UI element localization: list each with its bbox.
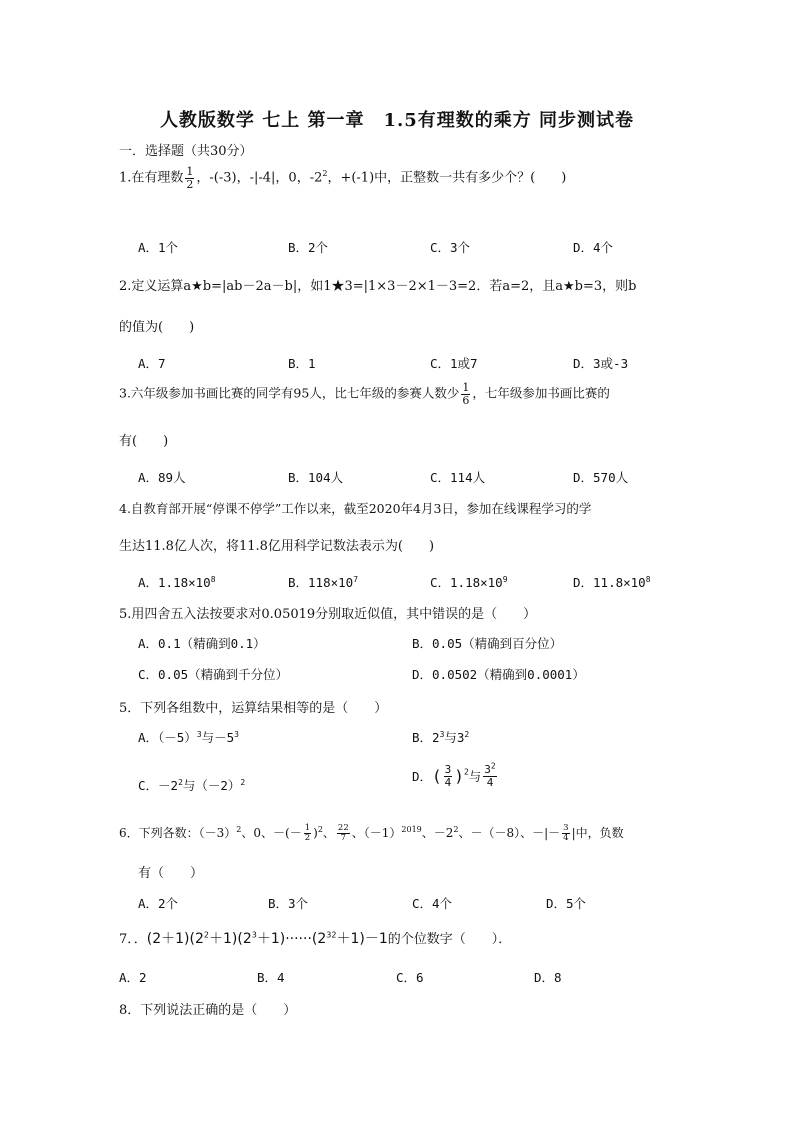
q5a-option-b: B．0.05（精确到百分位） [412,636,563,651]
q6-option-c: C．4个 [412,896,453,911]
q2-option-c: C．1或7 [430,356,478,371]
fraction: $\frac{22}{7}$ [337,823,349,843]
q5b-option-c: C．$-2^2$与$(-2)^2$ [138,777,246,793]
q6-option-a: A．2个 [138,896,179,911]
q7-option-a: A．2 [119,970,147,985]
question-4-line1: 4.自教育部开展“停课不停学”工作以来，截至2020年4月3日，参加在线课程学习的学 [119,501,592,516]
q5a-option-a: A．0.1（精确到0.1） [138,636,266,651]
q5a-option-c: C．0.05（精确到千分位） [138,667,289,682]
q3-option-d: D．570人 [573,470,629,485]
question-7: 7．．$(2+1)(2^2+1)(2^3+1)\cdot\cdot\cdot\cdot\cdot\cdot(2^{32}+1)-1$的个位数字（ ）． [119,930,512,947]
q4-option-d: D．$11.8\times 10^8$ [573,574,651,590]
page-title: 人教版数学 七上 第一章 1.5有理数的乘方 同步测试卷 [159,110,635,131]
q5b-option-b: B．$2^3$与$3^2$ [412,729,470,745]
q4-option-a: A．$1.18\times 10^8$ [138,574,216,590]
q6-option-d: D．5个 [546,896,587,911]
q7-option-b: B．4 [257,970,285,985]
question-6-line2: 有（ ） [138,866,204,881]
q1-option-d: D．4个 [573,240,614,255]
question-4-line2: 生达11.8亿人次，将11.8亿用科学记数法表示为( ) [119,539,435,554]
question-8: 8．下列说法正确的是（ ） [119,1003,297,1018]
question-2-line2: 的值为( ) [119,320,195,335]
question-5a: 5.用四舍五入法按要求对0.05019分别取近似值，其中错误的是（ ） [119,607,537,622]
q2-option-b: B．1 [288,356,316,371]
q3-option-c: C．114人 [430,470,486,485]
fraction: $\frac{3^2}{4}$ [484,761,496,789]
q5a-option-d: D．0.0502（精确到0.0001） [412,667,585,682]
question-5b: 5．下列各组数中，运算结果相等的是（ ） [119,701,388,716]
q3-option-b: B．104人 [288,470,344,485]
q1-option-c: C．3个 [430,240,471,255]
fraction: $\frac{3}{4}$ [563,823,569,843]
section-heading: 一．选择题（共30分） [119,144,253,159]
q2-option-d: D．3或-3 [573,356,629,371]
question-1: 1.在有理数 $\frac{1}{2}$ ，-(-3)，-|-4|，0，$-2^2$，+(-1)中，正整数一共有多少个？( ) [119,165,567,191]
q4-option-b: B．$118\times 10^7$ [288,574,359,590]
q1-option-b: B．2个 [288,240,329,255]
fraction: $\frac{1}{2}$ [304,823,311,843]
question-2-line1: 2.定义运算a★b=|ab－2a－b|，如1★3=|1×3－2×1－3=2．若a=2，且a★b=3，则b [119,279,637,294]
q3-option-a: A．89人 [138,470,186,485]
fraction: $\frac{1}{2}$ [186,165,194,191]
q2-option-a: A．7 [138,356,166,371]
q6-option-b: B．3个 [268,896,309,911]
q1-option-a: A．1个 [138,240,179,255]
fraction: $\frac{1}{6}$ [462,381,470,407]
q5b-option-a: A．$(-5)^3$与$-5^3$ [138,729,239,745]
q4-option-c: C．$1.18\times 10^9$ [430,574,508,590]
question-3-line2: 有( ) [119,434,169,449]
q7-option-c: C．6 [396,970,424,985]
q5b-option-d: D．( $\frac{3}{4}$ )$^2$与 $\frac{3^2}{4}$ [412,761,496,789]
question-3-line1: 3.六年级参加书画比赛的同学有95人，比七年级的参赛人数少 $\frac{1}{6}$ ，七年级参加书画比赛的 [119,381,610,407]
q7-option-d: D．8 [534,970,562,985]
fraction: $\frac{3}{4}$ [444,763,452,789]
question-6-line1: 6．下列各数：$(-3)^2$、0、－(－ $\frac{1}{2}$ )$^2$、 $\frac{22}{7}$ 、$(-1)^{2019}$、$-2^2$、－（－8）、－|－ $\frac{3}{4}$ |中，负数 [119,823,624,843]
